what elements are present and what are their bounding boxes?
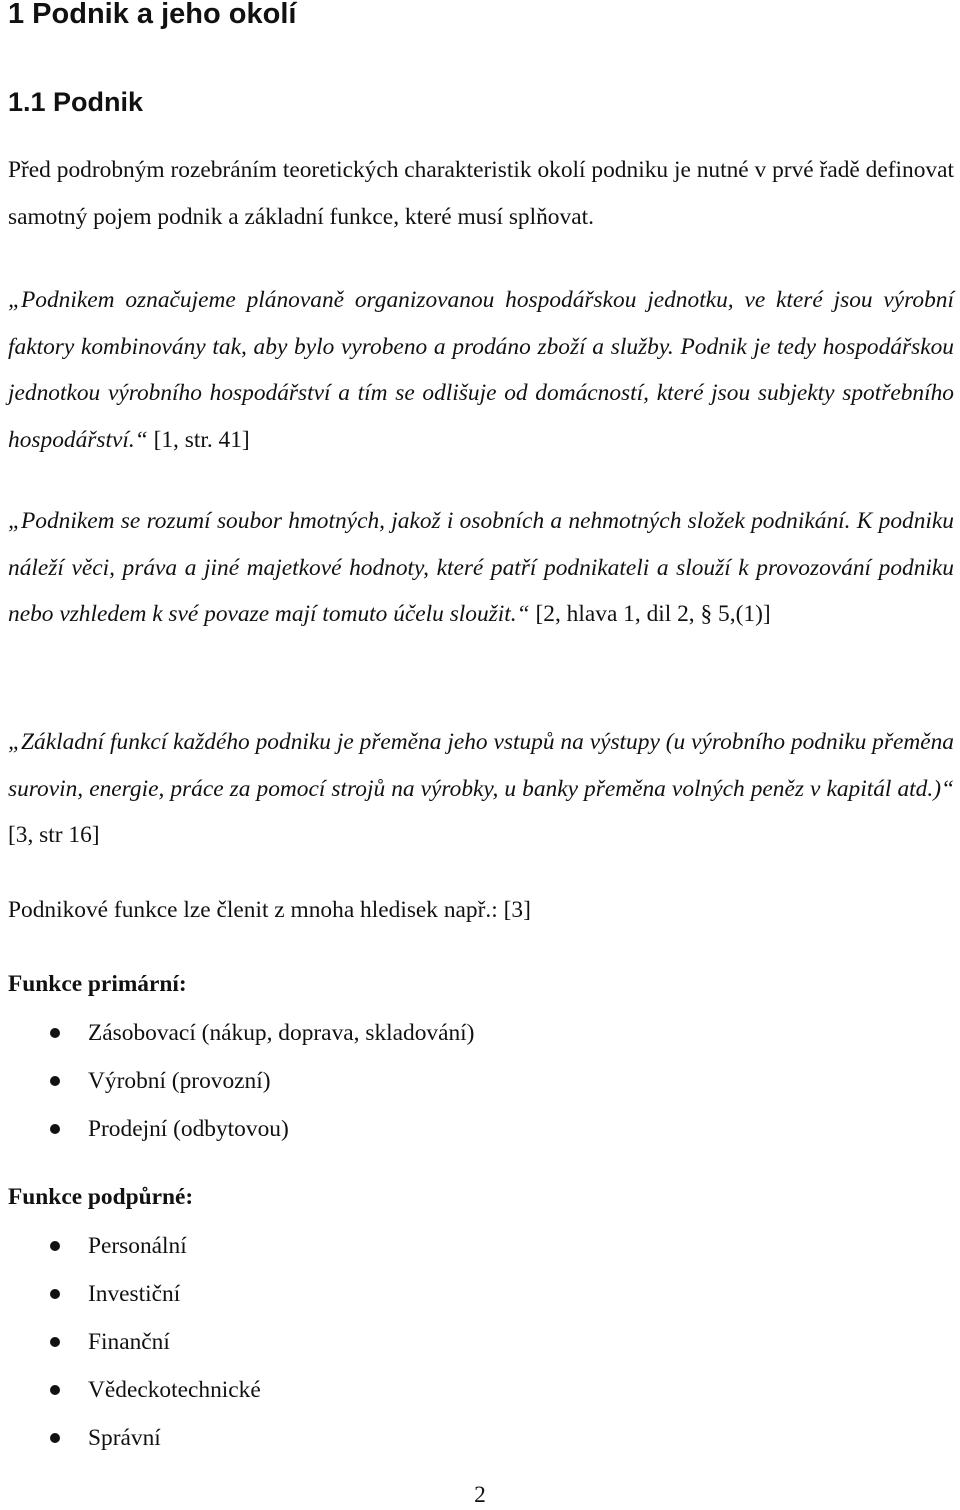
citation: [1, str. 41] [147,426,250,453]
list-item-label: Správní [88,1425,161,1451]
intro-paragraph: Před podrobným rozebráním teoretických charakteristik okolí podniku je nutné v prvé řadě definovat samotný pojem podnik a základní funkce, které musí splňovat. [8,157,954,230]
list-item-label: Výrobní (provozní) [88,1068,271,1094]
functions-intro-paragraph: Podnikové funkce lze členit z mnoha hledisek např.: [3] [8,897,531,923]
citation: [2, hlava 1, dil 2, § 5,(1)] [529,601,771,627]
chapter-heading: 1 Podnik a jeho okolí [8,0,297,30]
section-heading: 1.1 Podnik [8,87,144,117]
bullet-icon [50,1124,60,1134]
quote-text: „Podnikem se rozumí soubor hmotných, jakož i osobních a nehmotných složek podnikání. K podniku náleží věci, práva a jiné majetkové hodnoty, které patří podnikateli a slouží k provozování podniku nebo vzhledem k své povaze mají tomuto účelu sloužit.“ [8,508,954,627]
list-item-label: Investiční [88,1281,181,1307]
bullet-icon [50,1289,60,1299]
bullet-icon [50,1337,60,1347]
citation: [3, str 16] [8,822,100,848]
bullet-icon [50,1076,60,1086]
quote-paragraph-3 [8,719,954,859]
list-item-label: Prodejní (odbytovou) [88,1116,289,1142]
list-item-label: Personální [88,1233,187,1259]
list-item-label: Finanční [88,1329,170,1355]
bullet-icon [50,1385,60,1395]
quote-paragraph-1 [8,277,954,463]
bullet-icon [50,1028,60,1038]
list-item-label: Vědeckotechnické [88,1377,261,1403]
primary-functions-title: Funkce primární: [8,971,187,997]
quote-text: „Podnikem označujeme plánovaně organizovanou hospodářskou jednotku, ve které jsou výrobní faktory kombinovány tak, aby bylo vyrobeno a prodáno zboží a služby. Podnik je tedy hospodářskou jednotkou výrobního hospodářství a tím se odlišuje od domácností, které jsou subjekty spotřebního hospodářství.“ [8,287,954,453]
list-item-label: Zásobovací (nákup, doprava, skladování) [88,1020,475,1046]
support-functions-title: Funkce podpůrné: [8,1184,194,1210]
quote-paragraph-2 [8,498,954,638]
quote-text: „Základní funkcí každého podniku je přeměna jeho vstupů na výstupy (u výrobního podniku přeměna surovin, energie, práce za pomocí strojů na výrobky, u banky přeměna volných peněz v kapitál atd.)“ [8,729,954,802]
page-number: 2 [474,1482,486,1508]
bullet-icon [50,1433,60,1443]
bullet-icon [50,1241,60,1251]
